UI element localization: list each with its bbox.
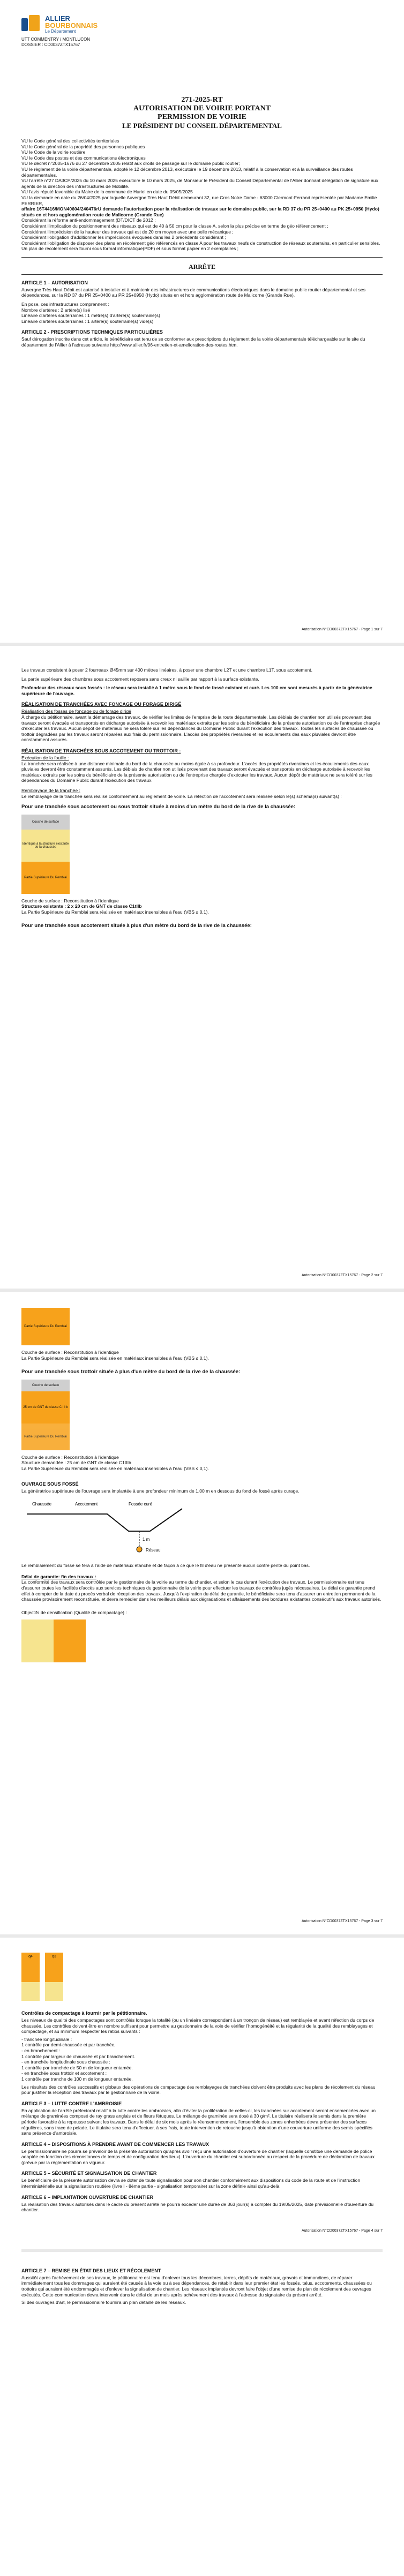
q4-label: q4 (28, 1955, 33, 1959)
logo-line-2: BOURBONNAIS (45, 21, 98, 29)
visa: Considérant l'obligation de disposer des plans en récolement géo référencés en classe A pour les travaux neufs de construction de réseaux souterrains, en particulier sensibles. Un plan de récolement sera fourni sous format informatique(PDF) et sous format papier en 2 exemplaires ; (21, 240, 380, 252)
article-3-text: En application de l'arrêté préfectoral relatif à la lutte contre les ambroisies, afin d'éviter la prolifération de celles-ci, les tranchées sur accotement seront ensemencées avec un mélange de graminées composé de ray grass anglais et de fleurs fétuques. Le mélange de graminée sera dosé à 30 g/m². Le titulaire réalisera le semis dans la première période favorable à la repousse suivant les travaux. Dans le délai de six mois après le réensemencement, l'ensemble des zones enherbées devra présenter des surfaces régulières, sans trace de pelade. Le titulaire sera tenu d'effectuer, à ses frais, toute intervention de retouche jusqu'à obtention d'une couverture uniforme des semis spécifiés sans présence d'ambroisie. (21, 2107, 376, 2136)
q3-label: q3 (52, 1955, 56, 1959)
schema-surface-label: Couche de surface (32, 1383, 59, 1387)
article-2-text: Sauf dérogation inscrite dans cet article, le bénéficiaire est tenu de se conformer aux prescriptions du règlement de la voirie départementale téléchargeable sur le site du département de l'Allier à l'adresse suivante http://www.allier.fr/96-entretien-et-amelioration-des-routes.htm. (21, 336, 365, 348)
list-item: - en tranchée sous trottoir et accotement : (21, 2070, 107, 2076)
reseau-pipe-icon (137, 1547, 142, 1552)
visa: Considérant l'implication du positionnement des réseaux qui est de 40 à 50 cm pour la classe A, selon la plus précise en terme de géo référencement ; (21, 223, 328, 229)
case-1-title: Pour une tranchée sous accotement ou sous trottoir située à moins d'un mètre du bord de la rive de la chaussée: (21, 804, 296, 810)
title-line-3: LE PRÉSIDENT DU CONSEIL DÉPARTEMENTAL (122, 122, 282, 130)
page-footer: Autorisation N°CD0037ZTX15767 - Page 4 sur 7 (301, 2228, 383, 2233)
depth-label: 1 m (143, 1537, 150, 1542)
case-2-title: Pour une tranchée sous accotement située à plus d'un mètre du bord de la rive de la chaussée: (21, 923, 252, 929)
title-line-2: PERMISSION DE VOIRIE (158, 113, 246, 121)
forage-title: RÉALISATION DE TRANCHÉES AVEC FONCAGE OU FORAGE DIRIGÉ (21, 702, 182, 707)
compactage-text: Les niveaux de qualité des compactages sont contrôlés lorsque la totalité (ou un linéaire correspondant à un tronçon de réseau) est remblayée et avant réfection du corps de chaussée. Les contrôles doivent être en nombre suffisant pour permettre au gestionnaire de la voie de vérifier l'homogénéité et la régularité de la qualité des remblayages et compactage, et au minimum respecter les ratios suivants : (21, 2017, 375, 2035)
article-5-title: ARTICLE 5 – SÉCURITÉ ET SIGNALISATION DE CHANTIER (21, 2171, 157, 2176)
forage-text: À charge du pétitionnaire, avant la démarrage des travaux, de vérifier les limites de l'emprise de la route départementale. Les déblais de chantier non utilisés provenant des travaux seront évacués et transportés en décharge autorisée à recevoir les matériaux extraits par les soins du bénéficiaire de la présente autorisation ou de l'entreprise chargée d'exécuter les travaux. Aucun dépôt de matériaux ne sera toléré sur les dépendances du Domaine Public durant l'exécution des travaux. Toutes les surfaces de chaussée ou trottoir dégradées par les travaux seront réparées aux frais du permissionnaire. L'accès des propriétés riveraines et les écoulements des eaux pluviales devront être constamment assurés. (21, 714, 380, 743)
visa: affaire 16T4416/MON40604/240476rU demande l'autorisation pour la réalisation de travaux sur le domaine public, sur la RD 37 du PR 25+0400 au PK 25+0950 (Hydo) situés en et hors agglomération route de Malicorne (Grande Rue) (21, 206, 379, 217)
schema-note: La Partie Supérieure du Remblai sera réalisée en matériaux insensibles à l'eau (VBS ≤ 0,1). (21, 1465, 209, 1471)
visa: Considérant l'imprécision de la hauteur des travaux qui est de 20 cm moyen avec une pelle mécanique ; (21, 229, 234, 235)
article-2-p3: La partie supérieure des chambres sous accotement reposera sans creux ni saillie par rapport à la surface existante. (21, 676, 259, 682)
remblai-subtitle: Remblayage de la tranchée : (21, 787, 80, 793)
page-1 (0, 0, 404, 643)
meta-utt: UTT COMMENTRY / MONTLUCON (21, 37, 91, 42)
page-footer: Autorisation N°CD0037ZTX15767 - Page 1 sur 7 (301, 628, 383, 631)
visa: VU le règlement de la voirie départementale, adopté le 12 décembre 2013, exécutoire le 19 décembre 2013, relatif à la conservation et à la surveillance des routes départementales. (21, 166, 353, 178)
article-4-title: ARTICLE 4 – DISPOSITIONS À PRENDRE AVANT DE COMMENCER LES TRAVAUX (21, 2141, 210, 2147)
compactage-end: Les résultats des contrôles successifs et globaux des opérations de compactage des remblayages de tranchées doivent être produits avec les plans de récolement du réseau pour justifier la réception des travaux par le gestionnaire de la voirie. (21, 2084, 376, 2096)
logo-mark-icon (21, 15, 40, 33)
visas-list (21, 138, 383, 252)
garantie-subtitle: Délai de garantie: fin des travaux : (21, 1573, 96, 1579)
logo-line-1: ALLIER (45, 14, 70, 22)
fosse-cure-label: Fossée curé (129, 1502, 153, 1507)
schema-q3 (45, 1953, 63, 2001)
list-item: 1 contrôle par demi-chaussée et par tranchée, (21, 2042, 116, 2048)
garantie-text: La conformité des travaux sera contrôlée par le gestionnaire de la voirie au terme du chantier, et selon le cas durant l'exécution des travaux. Le permissionnaire est tenu d'assurer toutes les facilités d'accès aux services techniques du gestionnaire de la voirie pour effectuer les travaux de contrôles jugés nécessaires. Le délai de garantie prend effet à compter de la date du procès verbal de réception des travaux. Jusqu'à l'expiration du délai de garantie, le bénéficiaire sera tenu d'assurer un entretien permanent de la chaussée provisoirement reconstituée, et devra remédier dans les meilleurs délais aux dégradations et affaissements des bordures existantes consécutifs aux travaux autorisés. (21, 1579, 381, 1602)
list-item: Nombre d'artères : 2 artère(s) lisé (21, 307, 91, 313)
accotement-subtitle: Exécution de la fouille : (21, 755, 69, 760)
case-3-title: Pour une tranchée sous trottoir située à plus d'un mètre du bord de la rive de la chaussée: (21, 1369, 241, 1375)
list-item: - en branchement : (21, 2047, 61, 2053)
list-item: 1 contrôle par tranchée de 50 m de longueur entamée. (21, 2065, 133, 2070)
article-6-text: La réalisation des travaux autorisés dans le cadre du présent arrêté ne pourra excéder une durée de 363 jour(s) à compter du 19/05/2025, date prévisionnelle d'ouverture du chantier. (21, 2201, 374, 2213)
article-1-text: Auvergne Très Haut Débit est autorisé à installer et à maintenir des infrastructures de communications électroniques dans le domaine public routier départemental et ses dépendances, sur la RD 37 du PR 25+0400 au PR 25+0950 (Hydo) situés en et hors agglomération route de Malicorne (Grande Rue). (21, 287, 366, 298)
list-item: Linéaire d'artères souterraines : 1 mètre(s) d'artère(s) souterraine(s) (21, 313, 160, 319)
page-footer: Autorisation N°CD0037ZTX15767 - Page 3 sur 7 (301, 1919, 383, 1923)
list-item: En pose, ces infrastructures comprennent : (21, 302, 109, 307)
list-item: 1 contrôle par tranche de 100 m de longueur entamée. (21, 2076, 133, 2082)
visa: Considérant l'obligation d'additionner les imprécisions évoquées dans les 2 précédents considérant ; (21, 235, 226, 240)
article-2-title: ARTICLE 2 - PRESCRIPTIONS TECHNIQUES PARTICULIÈRES (21, 329, 163, 335)
fosse-diagram (21, 1498, 204, 1557)
schema-note: Structure existante : 2 x 20 cm de GNT de classe C1tIIb (21, 903, 142, 909)
article-2-p4: Profondeur des réseaux sous fossés : le réseau sera installé à 1 mètre sous le fond de fossé existant et curé. Les 100 cm sont mesurés à partir de la génératrice supérieure de l'ouvrage. (21, 685, 372, 696)
schema-note: La Partie Supérieure du Remblai sera réalisée en matériaux insensibles à l'eau (VBS ≤ 0,1). (21, 909, 209, 915)
accotement-title: RÉALISATION DE TRANCHÉES SOUS ACCOTEMENT OU TROTTOIR : (21, 748, 181, 754)
reseau-label: Réseau (146, 1548, 161, 1553)
accotement-label: Accotement (75, 1502, 98, 1507)
list-item: Linéaire d'artères souterraines : 1 artère(s) souterraine(s) vide(s) (21, 318, 154, 324)
visa: Considérant la réforme anti-endommagement (DT/DICT de 2012 ; (21, 217, 156, 223)
page-4 (0, 1938, 404, 2576)
visa: VU l'avis réputé favorable du Maire de la commune de Huriel en date du 05/05/2025 (21, 189, 193, 195)
schema-case-2 (21, 1308, 70, 1345)
page-3 (0, 1292, 404, 1934)
schema-identique-label: Identique à la structure existante de la chaussée (22, 842, 69, 849)
list-item: - en tranchée longitudinale sous chaussée : (21, 2059, 110, 2065)
article-4-text: Le permissionnaire ne pourra se prévaloir de la présente autorisation qu'après avoir reçu une autorisation d'ouverture de chantier (laquelle constitue une demande de police adaptée en fonction des circonstances de temps et de configuration des lieux). L'ouverture du chantier est subordonnée au respect de la procédure de déclaration de travaux (prévue par la réglementation en vigueur. (21, 2148, 375, 2165)
schema-surface-label: Couche de surface (32, 820, 59, 824)
visa: VU le Code général des collectivités territoriales (21, 138, 119, 144)
forage-subtitle: Réalisation des fosses de fonçage ou de forage dirigé (21, 709, 131, 714)
list-item: 1 contrôle par largeur de chaussée et par branchement. (21, 2053, 136, 2059)
schema-gnt-label: 25 cm de GNT de classe C III b (23, 1405, 68, 1409)
article-7-text: Aussitôt après l'achèvement de ses travaux, le pétitionnaire est tenu d'enlever tous les décombres, terres, dépôts de matériaux, gravats et immondices, de réparer immédiatement tous les dommages qui auraient été causés à la voie ou à ses dépendances, de rétablir dans leur premier état les fossés, talus, accotements, chaussées ou trottoirs qui auraient été endommagés et d'enlever la signalisation de chantier. Les réseaux implantés devront faire l'objet d'une remise de plan de récolement des ouvrages exécutés. Cette communication devra intervenir dans le délai de un mois après achèvement des travaux à l'adresse du signataire du présent arrêté. (21, 2274, 372, 2298)
quality-schemas (21, 1953, 383, 2001)
fosse-text: La génératrice supérieure de l'ouvrage sera implantée à une profondeur minimum de 1.00 m en dessous du fond de fossé après curage. (21, 1488, 300, 1494)
article-1-title: ARTICLE 1 – AUTORISATION (21, 280, 88, 285)
arrete-heading: ARRÊTE (188, 262, 215, 270)
article-3-title: ARTICLE 3 – LUTTE CONTRE L'AMBROISIE (21, 2100, 122, 2106)
visa: VU le décret n°2005-1676 du 27 décembre 2005 relatif aux droits de passage sur le domaine public routier; (21, 161, 240, 167)
schema-note: Structure demandée : 25 cm de GNT de classe C1tIIb (21, 1460, 131, 1466)
list-item: - tranchée longitudinale : (21, 2036, 72, 2042)
title-line-1: AUTORISATION DE VOIRIE PORTANT (133, 104, 271, 112)
visa: VU le Code général de la propriété des personnes publiques (21, 144, 145, 149)
fosse-title: OUVRAGE SOUS FOSSÉ (21, 1481, 79, 1487)
schema-case-1 (21, 815, 70, 894)
article-7-end: Si des ouvrages d'art, le permissionnaire fournira un plan détaillé de les réseaux. (21, 2300, 186, 2306)
remblai-text: Le remblayage de la tranchée sera réalisé conformément au règlement de voirie. La réfection de l'accotement sera réalisée selon le(s) schéma(s) suivant(s) : (21, 793, 342, 799)
logo-line-3: Le Département (45, 29, 76, 34)
meta-dossier: DOSSIER : CD0037ZTX15767 (21, 42, 80, 47)
visa: VU le Code des postes et des communications électroniques (21, 155, 146, 161)
schema-note: Couche de surface : Reconstitution à l'identique (21, 898, 119, 903)
article-2-p2: Les travaux consistent à poser 2 fourreaux Ø45mm sur 400 mètres linéaires, à poser une chambre L2T et une chambre L1T, sous accotement. (21, 667, 312, 673)
page-footer: Autorisation N°CD0037ZTX15767 - Page 2 sur 7 (301, 1274, 383, 1277)
fosse-text-2: Le remblaiement du fossé se fera à l'aide de matériaux étanche et de façon à ce que le fil d'eau ne présente aucun contre pente du point bas. (21, 1563, 310, 1569)
schema-partie-sup-label: Partie Supérieure Du Remblai (24, 876, 67, 879)
objectifs-schema (21, 1620, 86, 1662)
schema-partie-sup-label: Partie Supérieure Du Remblai (24, 1435, 67, 1438)
schema-partie-sup-label: Partie Supérieure Du Remblai (24, 1325, 67, 1328)
visa: VU le Code de la voirie routière (21, 149, 86, 155)
article-5-text: Le bénéficiaire de la présente autorisation devra se doter de toute signalisation pour son chantier conformément aux dispositions du code de la route et de l'instruction interministérielle sur la signalisation routière (livre I - 8ème partie - signalisation temporaire) sur la zone définie ainsi qu'au-delà. (21, 2178, 361, 2189)
schema-q4 (21, 1953, 40, 2001)
department-logo (21, 15, 383, 34)
arrete-number: 271-2025-RT (181, 96, 223, 104)
compactage-title: Contrôles de compactage à fournir par le pétitionnaire. (21, 2010, 147, 2016)
accotement-text: La tranchée sera réalisée à une distance minimale du bord de la chaussée au moins égale à sa profondeur. L'accès des propriétés riveraines et les écoulements des eaux pluviales devront être constamment assurés. Les déblais de chantier non utilisés provenant des travaux seront évacués et transportés en décharge autorisée à recevoir les matériaux extraits par les soins du bénéficiaire de la présente autorisation ou de l'entreprise chargée d'exécuter les travaux. Aucun dépôt de matériaux ne sera toléré sur les dépendances du Domaine Public durant l'exécution des travaux. (21, 760, 372, 784)
divider (21, 257, 383, 258)
visa: VU l'arrêté n°27 DA3CP/2025 du 10 mars 2025 exécutoire le 10 mars 2025, de Monsieur le Président du Conseil Départemental de l'Allier donnant délégation de signature aux agents de la direction des infrastructures de Mobilité. (21, 178, 378, 189)
chaussee-label: Chaussée (32, 1502, 52, 1507)
article-7-title: ARTICLE 7 – REMISE EN ÉTAT DES LIEUX ET RÉCOLEMENT (21, 2268, 161, 2273)
page-separator (21, 2249, 383, 2252)
schema-case-3 (21, 1380, 70, 1450)
schema-note: Couche de surface : Reconstitution à l'identique (21, 1350, 119, 1355)
schema-note: La Partie Supérieure du Remblai sera réalisée en matériaux insensibles à l'eau (VBS ≤ 0,1). (21, 1355, 209, 1361)
page-2 (0, 646, 404, 1289)
article-6-title: ARTICLE 6 – IMPLANTATION OUVERTURE DE CHANTIER (21, 2194, 154, 2200)
objectifs-title: Objectifs de densification (Qualité de compactage) : (21, 1609, 127, 1615)
schema-note: Couche de surface : Reconstitution à l'identique (21, 1454, 119, 1460)
visa: VU la demande en date du 26/04/2025 par laquelle Auvergne Très Haut Débit demeurant 32, rue Cros Notre Dame - 63000 Clermont-Ferrand représentée par Madame Emilie PERRIER, (21, 194, 377, 206)
ground-profile (27, 1509, 182, 1531)
divider (21, 274, 383, 275)
